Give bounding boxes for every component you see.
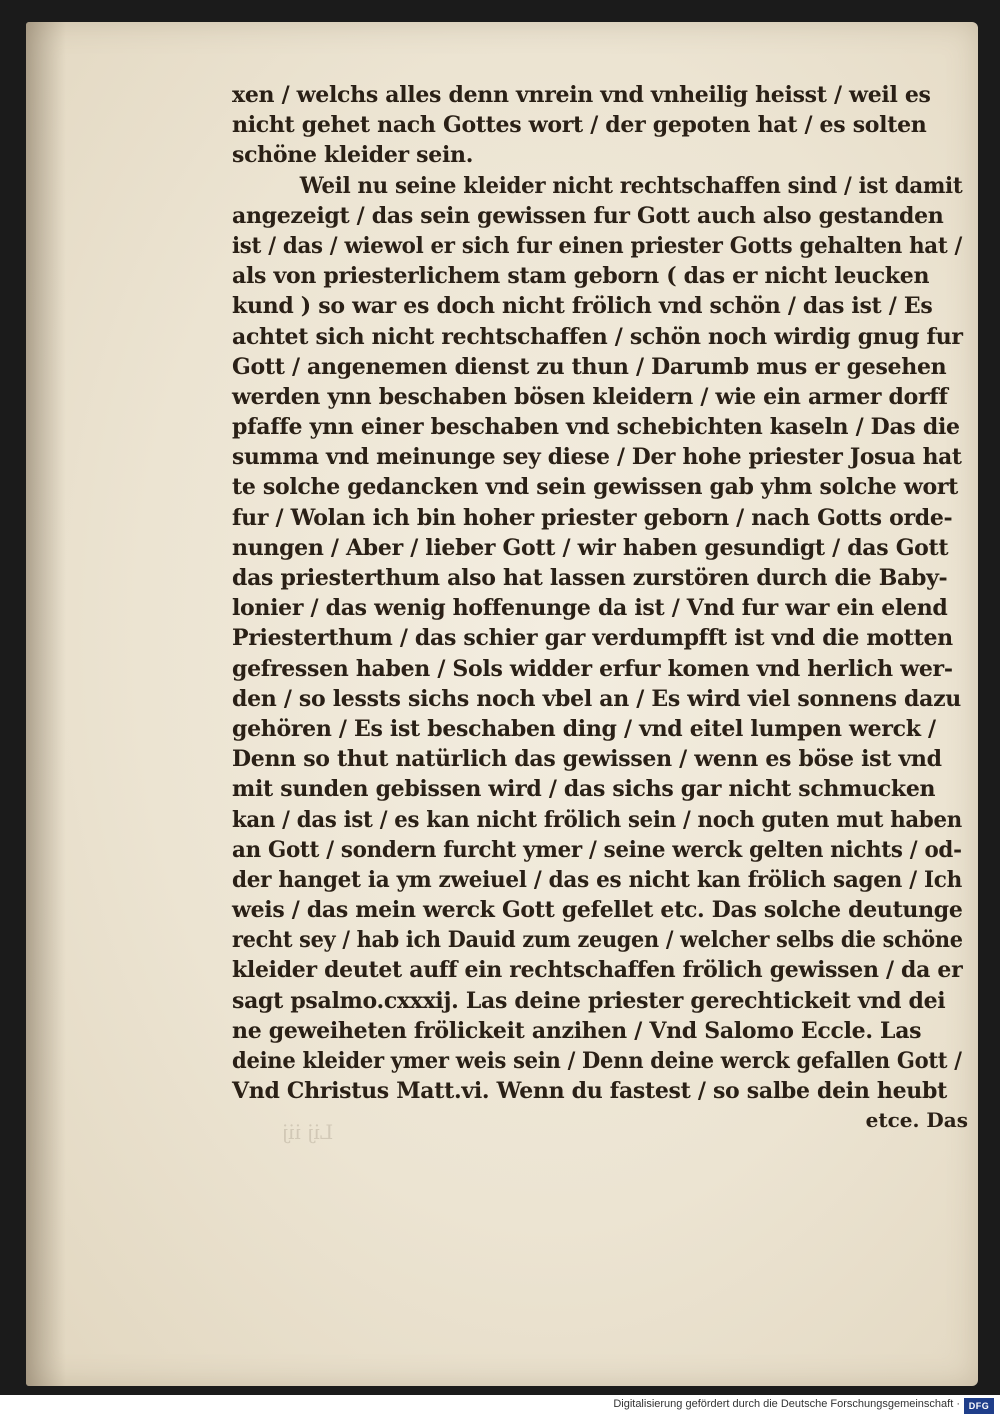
text-line: schöne kleider sein. [232,142,474,169]
text-line: Weil nu seine kleider nicht rechtschaffen sind / ist damit [299,172,963,199]
text-line: Gott / angenemen dienst zu thun / Darumb mus er gesehen [232,353,947,380]
text-line: an Gott / sondern furcht ymer / seine werck gelten nichts / od- [232,836,962,863]
text-line: Vnd Christus Matt.vi. Wenn du fastest / so salbe dein heubt [232,1078,947,1105]
funding-note: Digitalisierung gefördert durch die Deutsche Forschungsgemeinschaft · [613,1398,960,1410]
text-line: Priesterthum / das schier gar verdumpfft ist vnd die motten [232,625,953,652]
text-line: angezeigt / das sein gewissen fur Gott auch also gestanden [232,202,944,229]
text-line: lonier / das wenig hoffenunge da ist / Vnd fur war ein elend [232,595,948,622]
text-line: kund ) so war es doch nicht frölich vnd schön / das ist / Es [232,293,933,320]
text-line: nicht gehet nach Gottes wort / der gepoten hat / es solten [232,112,927,139]
text-line: das priesterthum also hat lassen zurstören durch die Baby- [232,565,948,591]
text-line: recht sey / hab ich Dauid zum zeugen / welcher selbs die schöne [232,927,963,954]
text-line: nungen / Aber / lieber Gott / wir haben gesundigt / das Gott [232,534,949,561]
show-through-text: Lij iij [282,1120,334,1144]
text-line: kleider deutet auff ein rechtschaffen frölich gewissen / da er [232,957,963,984]
text-line: den / so lessts sichs noch vbel an / Es wird viel sonnens dazu [232,685,961,712]
footer-bar [0,1395,1000,1417]
text-line: als von priesterlichem stam geborn ( das er nicht leucken [232,263,930,290]
dfg-logo: DFG [964,1398,994,1414]
text-line: Denn so thut natürlich das gewissen / wenn es böse ist vnd [232,746,942,773]
text-line: gefressen haben / Sols widder erfur komen vnd herlich wer- [232,655,953,682]
text-line: kan / das ist / es kan nicht frölich sein / noch guten mut haben [232,806,962,833]
text-line: achtet sich nicht rechtschaffen / schön noch wirdig gnug fur [232,323,963,350]
text-line: gehören / Es ist beschaben ding / vnd eitel lumpen werck / [232,715,936,742]
text-line: weis / das mein werck Gott gefellet etc. Das solche deutunge [232,897,963,924]
catchword: etce. Das [865,1108,968,1132]
text-line: mit sunden gebissen wird / das sichs gar nicht schmucken [232,776,936,803]
gutter-shadow [26,22,66,1386]
text-line: ist / das / wiewol er sich fur einen priester Gotts gehalten hat / [232,232,963,259]
text-line: te solche gedancken vnd sein gewissen gab yhm solche wort [232,474,959,501]
text-line: der hanget ia ym zweiuel / das es nicht kan frölich sagen / Ich [232,866,962,893]
text-line: summa vnd meinunge sey diese / Der hohe priester Josua hat [232,444,962,471]
text-line: xen / welchs alles denn vnrein vnd vnheilig heisst / weil es [232,82,931,108]
text-line: fur / Wolan ich bin hoher priester geborn / nach Gotts orde- [232,504,953,531]
text-line: deine kleider ymer weis sein / Denn deine werck gefallen Gott / [232,1048,962,1074]
text-line: sagt psalmo.cxxxij. Las deine priester gerechtickeit vnd dei [232,987,946,1014]
text-line: ne geweiheten frölickeit anzihen / Vnd Salomo Eccle. Las [232,1017,922,1044]
text-line: pfaffe ynn einer beschaben vnd schebichten kaseln / Das die [232,414,960,441]
main-text-block [232,80,962,1106]
text-line: werden ynn beschaben bösen kleidern / wie ein armer dorff [232,383,948,410]
